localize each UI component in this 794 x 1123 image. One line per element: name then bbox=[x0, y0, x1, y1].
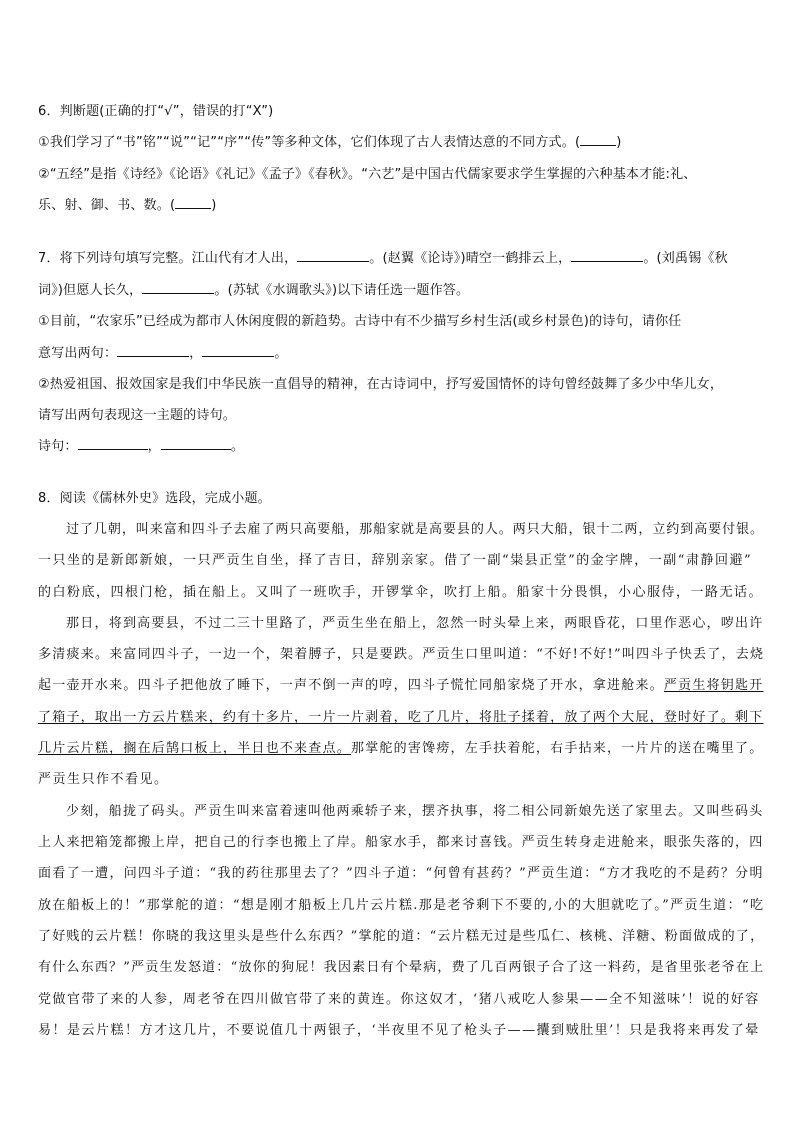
q7-line-2: 词》)但愿人长久， 。(苏轼《水调歌头》)以下请任选一题作答。 bbox=[38, 283, 470, 298]
answer-blank[interactable] bbox=[297, 250, 369, 262]
passage-line: 易！是云片糕！方才这几片，不要说值几十两银子，‘半夜里不见了枪头子——攮到贼肚里’！只是我将来再发了晕 bbox=[38, 1023, 760, 1038]
answer-blank[interactable] bbox=[571, 250, 643, 262]
passage-line: 几片云片糕，搁在后鹄口板上，半日也不来查点。那掌舵的害馋痨，左手扶着舵，右手拈来，一片片的送在嘴里了。 bbox=[38, 741, 764, 756]
q7-sub-1-line-2: 意写出两句： ， 。 bbox=[38, 346, 288, 361]
q7-line-1: 7．将下列诗句填写完整。江山代有才人出， 。(赵翼《论诗》)晴空一鹤排云上， 。(刘禹锡《秋 bbox=[38, 251, 728, 266]
q7-poem-answer-line: 诗句： ， 。 bbox=[38, 439, 245, 454]
q7-sub-1-line-1: ①目前，“农家乐”已经成为都市人休闲度假的新趋势。古诗中有不少描写乡村生活(或乡村景色)的诗句，请你任 bbox=[38, 314, 682, 329]
passage-line: 那日，将到高要县，不过二三十里路了，严贡生坐在船上，忽然一时头晕上来，两眼昏花，口里作恶心，哕出许 bbox=[66, 616, 764, 631]
q6-item-2-line-1: ②“五经”是指《诗经》《论语》《礼记》《孟子》《春秋》。“六艺”是中国古代儒家要求学生掌握的六种基本才能:礼、 bbox=[38, 167, 697, 182]
passage-line: 少刻，船拢了码头。严贡生叫来富着速叫他两乘轿子来，摆齐执事，将二相公同新娘先送了家里去。又叫些码头 bbox=[66, 804, 764, 819]
answer-blank[interactable] bbox=[78, 438, 148, 450]
answer-blank[interactable] bbox=[175, 197, 211, 209]
answer-blank[interactable] bbox=[580, 134, 616, 146]
answer-blank[interactable] bbox=[117, 345, 189, 357]
answer-blank[interactable] bbox=[202, 345, 274, 357]
passage-line: 面看了一遭，问四斗子道：“我的药往那里去了？”四斗子道：“何曾有甚药？”严贡生道：“方才我吃的不是药？分明 bbox=[38, 866, 764, 881]
q8-title: 8．阅读《儒林外史》选段，完成小题。 bbox=[38, 491, 271, 506]
answer-blank[interactable] bbox=[161, 438, 231, 450]
underlined-sentence: 了箱子，取出一方云片糕来，约有十多片，一片一片剥着，吃了几片，将肚子揉着，放了两个大屁，登时好了。剩下 bbox=[38, 710, 764, 725]
passage-line: 严贡生只作不看见。 bbox=[38, 772, 169, 787]
passage-line: 起一壶开水来。四斗子把他放了睡下，一声不倒一声的哼，四斗子慌忙同船家烧了开水，拿进舱来。严贡生将钥匙开 bbox=[38, 678, 764, 693]
passage-line: 多清痰来。来富同四斗子，一边一个，架着膊子，只是要跌。严贡生口里叫道：“不好!不好!”叫四斗子快丢了，去烧 bbox=[38, 647, 765, 662]
q6-item-1: ①我们学习了“书”铭”“说”“记”“序”“传”等多种文体，它们体现了古人表情达意的不同方式。( ) bbox=[38, 135, 622, 150]
underlined-sentence: 几片云片糕，搁在后鹄口板上，半日也不来查点。 bbox=[38, 741, 351, 756]
answer-blank[interactable] bbox=[142, 282, 214, 294]
q6-title: 6．判断题(正确的打“√”，错误的打“X”) bbox=[38, 104, 274, 119]
underlined-sentence: 严贡生将钥匙开 bbox=[663, 678, 764, 693]
passage-line: 上人来把箱笼都搬上岸，把自己的行李也搬上了岸。船家水手，都来讨喜钱。严贡生转身走进舱来，眼张失落的，四 bbox=[38, 835, 764, 850]
q6-item-2-line-2: 乐、射、御、书、数。( ) bbox=[38, 198, 217, 213]
passage-line: 放在船板上的！”那掌舵的道：“想是刚才船板上几片云片糕.那是老爷剩下不要的,小的大胆就吃了。”严贡生道：“吃 bbox=[38, 898, 765, 913]
passage-line: 党做官带了来的人参，周老爷在四川做官带了来的黄连。你这奴才，‘猪八戒吃人参果——全不知滋味’！说的好容 bbox=[38, 992, 760, 1007]
passage-line: 过了几朝，叫来富和四斗子去雇了两只高要船，那船家就是高要县的人。两只大船，银十二两，立约到高要付银。 bbox=[66, 522, 765, 537]
passage-line: 了好贱的云片糕！你晓的我这里头是些什么东西？”掌舵的道：“云片糕无过是些瓜仁、核桃、洋糖、粉面做成的了， bbox=[38, 929, 765, 944]
q7-sub-2-line-2: 请写出两句表现这一主题的诗句。 bbox=[38, 408, 237, 423]
passage-line: 一只坐的是新郎新娘，一只严贡生自坐，择了吉日，辞别亲家。借了一副“粜县正堂”的金字牌，一副“肃静回避” bbox=[38, 553, 753, 568]
q7-sub-2-line-1: ②热爱祖国、报效国家是我们中华民族一直倡导的精神，在古诗词中，抒写爱国情怀的诗句曾经鼓舞了多少中华儿女， bbox=[38, 377, 724, 392]
passage-line: 的白粉底，四根门枪，插在船上。又叫了一班吹手，开锣掌伞，吹打上船。船家十分畏惧，小心服侍，一路无话。 bbox=[38, 585, 764, 600]
passage-line: 有什么东西？”严贡生发怒道：“放你的狗屁！我因素日有个晕病，费了几百两银子合了这一料药，是省里张老爷在上 bbox=[38, 960, 765, 975]
